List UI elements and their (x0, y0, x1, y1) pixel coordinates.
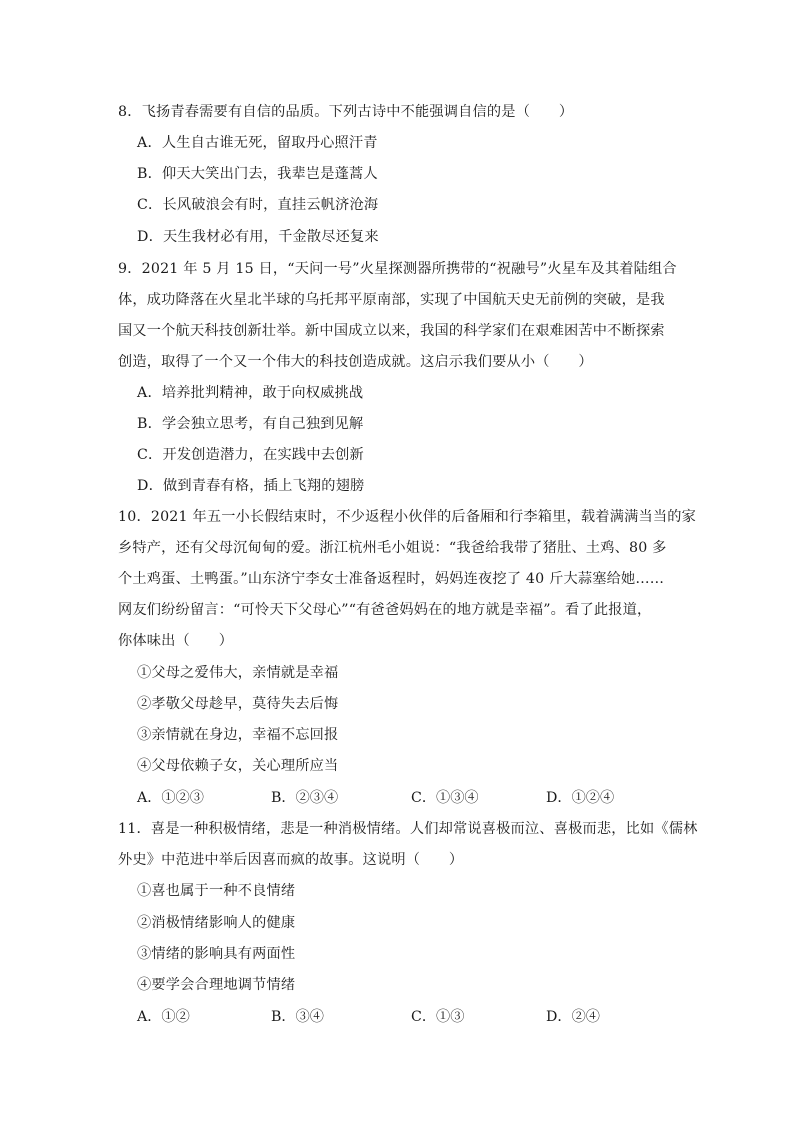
question-9-option-c: C．开发创造潜力，在实践中去创新 (137, 447, 364, 463)
question-9-option-d: D．做到青春有格，插上飞翔的翅膀 (137, 478, 365, 494)
question-9-stem-line-3: 国又一个航天科技创新壮举。新中国成立以来，我国的科学家们在艰难困苦中不断探索 (118, 323, 665, 339)
question-10-stem-line-4: 网友们纷纷留言：“可怜天下父母心”“有爸爸妈妈在的地方就是幸福”。看了此报道， (118, 602, 652, 618)
question-11-stem-line-2: 外史》中范进中举后因喜而疯的故事。这说明（ ） (118, 852, 464, 868)
question-9-stem-line-2: 体，成功降落在火星北半球的乌托邦平原南部，实现了中国航天史无前例的突破，是我 (118, 292, 665, 308)
question-11-statement-3: ③情绪的影响具有两面性 (137, 946, 296, 962)
question-11-stem-line-1: 11．喜是一种积极情绪，悲是一种消极情绪。人们却常说喜极而泣、喜极而悲，比如《儒林 (118, 821, 698, 837)
question-9-option-a: A．培养批判精神，敢于向权威挑战 (137, 385, 364, 401)
question-10-stem-line-2: 乡特产，还有父母沉甸甸的爱。浙江杭州毛小姐说：“我爸给我带了猪肚、土鸡、80 多 (118, 540, 667, 556)
question-11-option-a: A．①② (137, 1009, 190, 1025)
question-9-stem-line-4: 创造，取得了一个又一个伟大的科技创造成就。这启示我们要从小（ ） (118, 354, 593, 370)
question-10-statement-2: ②孝敬父母趁早，莫待失去后悔 (137, 696, 339, 712)
question-8-option-b: B．仰天大笑出门去，我辈岂是蓬蒿人 (137, 166, 378, 182)
question-10-statement-1: ①父母之爱伟大，亲情就是幸福 (137, 665, 339, 681)
question-10-option-d: D．①②④ (546, 790, 615, 806)
question-11-statement-2: ②消极情绪影响人的健康 (137, 915, 296, 931)
question-10-option-b: B．②③④ (271, 790, 339, 806)
question-10-stem-line-3: 个土鸡蛋、土鸭蛋。”山东济宁李女士准备返程时，妈妈连夜挖了 40 斤大蒜塞给她…… (118, 571, 665, 587)
question-11-option-b: B．③④ (271, 1009, 324, 1025)
question-11-option-d: D．②④ (546, 1009, 600, 1025)
question-9-stem-line-1: 9．2021 年 5 月 15 日，“天问一号”火星探测器所携带的“祝融号”火星车及其着陆组合 (118, 261, 677, 277)
question-8-option-a: A．人生自古谁无死，留取丹心照汗青 (137, 135, 378, 151)
question-10-option-a: A．①②③ (137, 790, 204, 806)
question-11-statement-4: ④要学会合理地调节情绪 (137, 977, 296, 993)
question-10-statement-3: ③亲情就在身边，幸福不忘回报 (137, 727, 339, 743)
question-10-statement-4: ④父母依赖子女，关心理所应当 (137, 758, 339, 774)
question-11-option-c: C．①③ (411, 1009, 465, 1025)
question-8-option-c: C．长风破浪会有时，直挂云帆济沧海 (137, 197, 379, 213)
question-10-stem-line-1: 10．2021 年五一小长假结束时，不少返程小伙伴的后备厢和行李箱里，载着满满当当的家 (118, 509, 697, 525)
question-11-statement-1: ①喜也属于一种不良情绪 (137, 883, 296, 899)
question-10-stem-line-5: 你体味出（ ） (118, 633, 234, 649)
question-10-option-c: C．①③④ (411, 790, 479, 806)
question-8-option-d: D．天生我材必有用，千金散尽还复来 (137, 229, 379, 245)
question-9-option-b: B．学会独立思考，有自己独到见解 (137, 416, 364, 432)
question-8-stem: 8．飞扬青春需要有自信的品质。下列古诗中不能强调自信的是（ ） (118, 104, 574, 120)
